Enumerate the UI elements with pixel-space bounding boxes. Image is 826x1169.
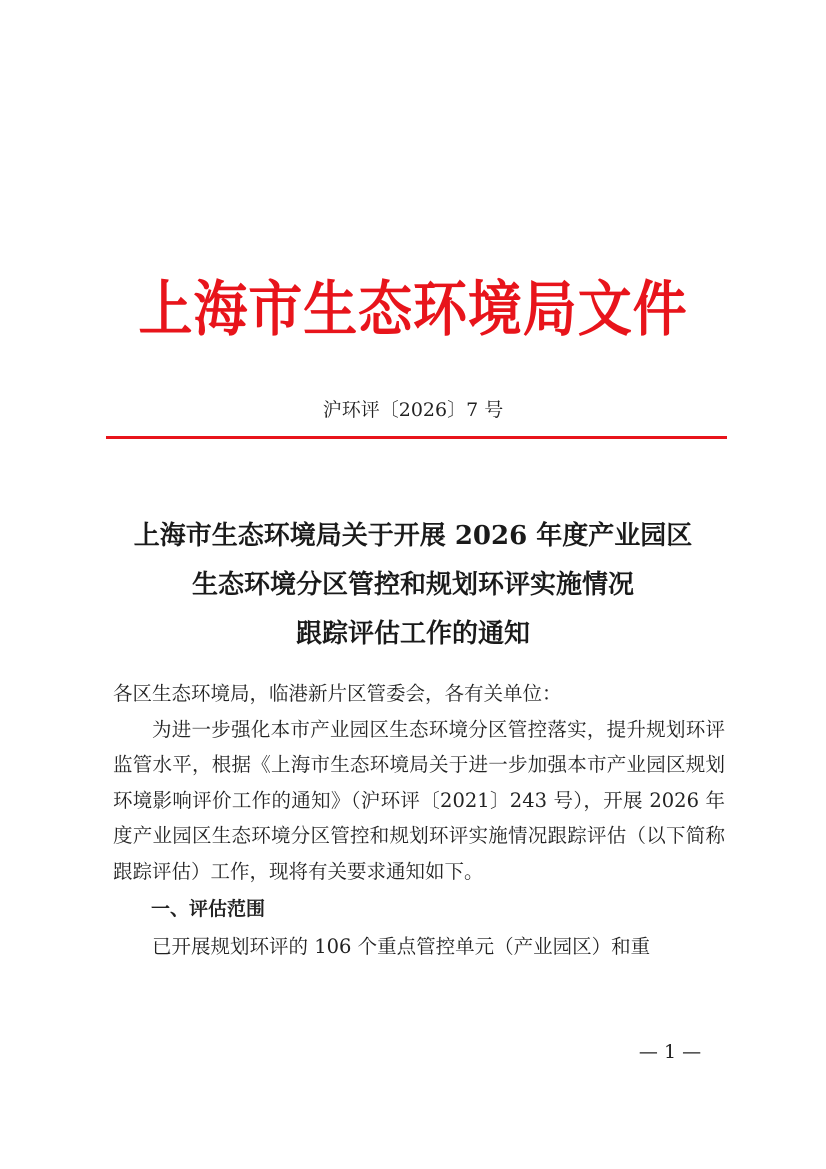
notice-title (80, 512, 746, 659)
section-heading-1: 一、评估范围 (151, 898, 266, 920)
section-1-text: 已开展规划环评的 106 个重点管控单元（产业园区）和重 (152, 935, 651, 958)
body-paragraph-1: 为进一步强化本市产业园区生态环境分区管控落实，提升规划环评监管水平，根据《上海市生态环境局关于进一步加强本市产业园区规划环境影响评价工作的通知》（沪环评〔2021〕243 号），开展 2026 年度产业园区生态环境分区管控和规划环评实施情况跟踪评估（以下简称跟踪评估）工作，现将有关要求通知如下。 (113, 717, 725, 883)
issuing-authority-header: 上海市生态环境局文件 (138, 275, 688, 345)
document-number: 沪环评〔2026〕7 号 (322, 399, 504, 421)
title-line-3: 跟踪评估工作的通知 (295, 619, 530, 649)
page-number: — 1 — (638, 1041, 702, 1063)
title-line-2: 生态环境分区管控和规划环评实施情况 (191, 570, 634, 600)
salutation: 各区生态环境局，临港新片区管委会，各有关单位： (113, 682, 562, 705)
red-divider-line (106, 436, 727, 439)
notice-body (113, 676, 725, 965)
title-line-1: 上海市生态环境局关于开展 2026 年度产业园区 (133, 521, 693, 551)
